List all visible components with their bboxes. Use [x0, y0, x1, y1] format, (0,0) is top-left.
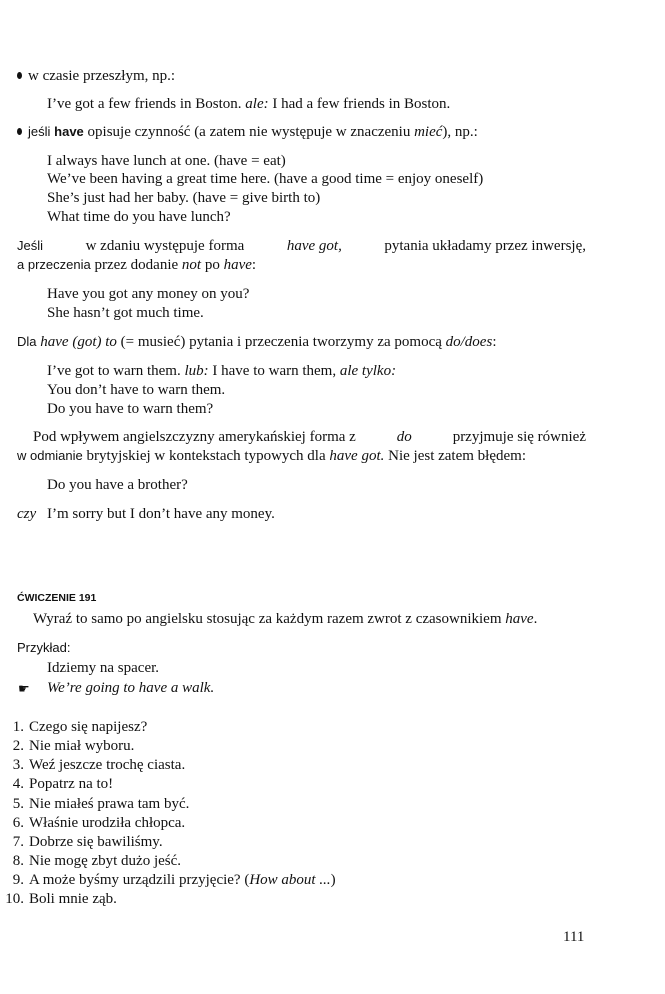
paragraph-american: Pod wpływem angielszczyzny amerykańskiej forma z do przyjmuje się również: [33, 429, 586, 445]
bullet-icon: [17, 72, 22, 79]
exercise-item: 3. Weź jeszcze trochę ciasta.: [12, 757, 186, 773]
example-line: We’ve been having a great time here. (have a good time = enjoy oneself): [47, 171, 484, 187]
exercise-item: 9. A może byśmy urządzili przyjęcie? (How about ...): [12, 872, 336, 888]
exercise-item: 6. Właśnie urodziła chłopca.: [12, 815, 186, 831]
exercise-item: 5. Nie miałeś prawa tam być.: [12, 796, 190, 812]
example-line: I’m sorry but I don’t have any money.: [47, 506, 275, 522]
exercise-item: 10. Boli mnie ząb.: [5, 891, 117, 907]
exercise-item: 2. Nie miał wyboru.: [12, 738, 135, 754]
example-line: You don’t have to warn them.: [47, 382, 226, 398]
exercise-item: 1. Czego się napijesz?: [12, 719, 148, 735]
pointing-hand-icon: ☛: [18, 681, 30, 696]
example-line: I always have lunch at one. (have = eat): [47, 153, 286, 169]
paragraph-have-got: Jeśli w zdaniu występuje forma have got, pytania układamy przez inwersję,: [17, 238, 586, 254]
exercise-instruction: Wyraź to samo po angielsku stosując za każdym razem zwrot z czasownikiem have.: [33, 611, 538, 627]
page-number: 111: [563, 929, 585, 945]
example-label: Przykład:: [17, 640, 71, 655]
example-line: She hasn’t got much time.: [47, 305, 204, 321]
paragraph-american-cont: w odmianie brytyjskiej w kontekstach typowych dla have got. Nie jest zatem błędem:: [17, 448, 526, 464]
exercise-item: 7. Dobrze się bawiliśmy.: [12, 834, 163, 850]
paragraph-have-got-cont: a przeczenia przez dodanie not po have:: [17, 257, 257, 273]
example-line: She’s just had her baby. (have = give birth to): [47, 190, 321, 206]
example-line: What time do you have lunch?: [47, 209, 231, 225]
example-line: Do you have a brother?: [47, 477, 188, 493]
example-line: I’ve got a few friends in Boston. ale: I had a few friends in Boston.: [47, 96, 451, 112]
example-line: I’ve got to warn them. lub: I have to warn them, ale tylko:: [47, 363, 397, 379]
example-line: czy: [17, 506, 37, 522]
bullet-icon: [17, 128, 22, 135]
example-line: Have you got any money on you?: [47, 286, 250, 302]
bullet-text: w czasie przeszłym, np.:: [28, 68, 176, 84]
example-polish: Idziemy na spacer.: [47, 660, 160, 676]
example-line: Do you have to warn them?: [47, 401, 214, 417]
bullet-item-past-tense: [17, 67, 175, 85]
example-english: We’re going to have a walk.: [47, 680, 215, 696]
exercise-item: 4. Popatrz na to!: [12, 776, 114, 792]
exercise-item: 8. Nie mogę zbyt dużo jeść.: [12, 853, 182, 869]
bullet-item-activity: jeśli have opisuje czynność (a zatem nie występuje w znaczeniu mieć), np.:: [17, 123, 478, 141]
paragraph-have-to: Dla have (got) to (= musieć) pytania i przeczenia tworzymy za pomocą do/does:: [17, 334, 497, 350]
exercise-title: ĆWICZENIE 191: [17, 592, 97, 604]
